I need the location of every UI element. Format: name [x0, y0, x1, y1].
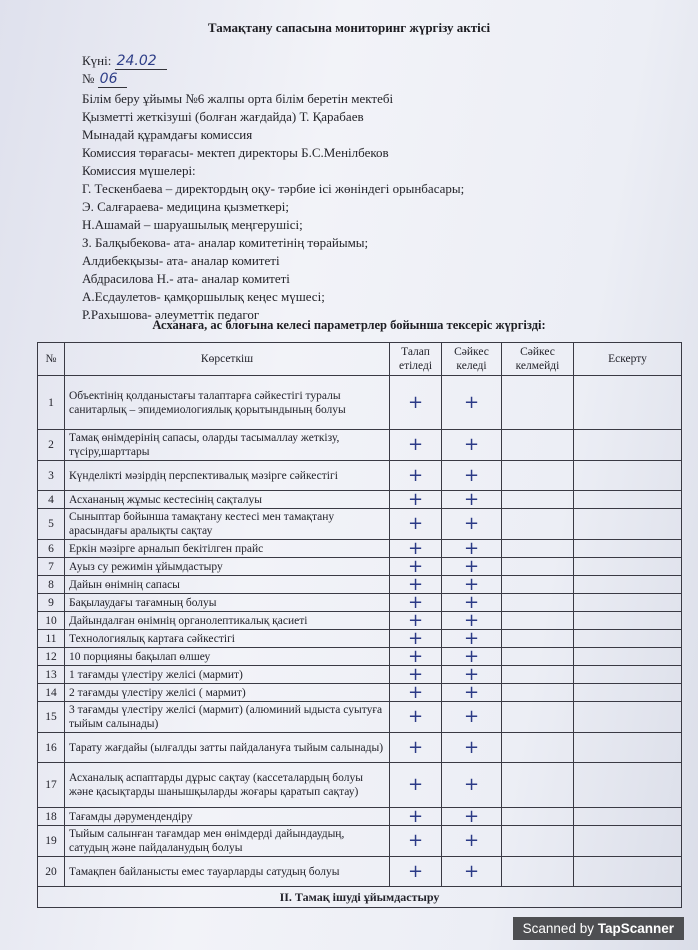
header-line: Комиссия мүшелері: — [82, 163, 196, 178]
number-value: 06 — [98, 71, 128, 88]
row-noncompliant — [502, 826, 574, 857]
table-row — [38, 540, 682, 558]
row-compliant-mark: + — [442, 684, 502, 702]
row-indicator: Сыныптар бойынша тамақтану кестесі мен тамақтану арасындағы аралықты сақтау — [65, 509, 390, 540]
row-compliant-mark: + — [442, 558, 502, 576]
row-number: 19 — [38, 826, 65, 857]
table-row — [38, 733, 682, 763]
row-required-mark: + — [390, 612, 442, 630]
row-compliant-mark: + — [442, 576, 502, 594]
row-required-mark: + — [390, 430, 442, 461]
row-compliant-mark: + — [442, 612, 502, 630]
row-noncompliant — [502, 430, 574, 461]
row-note — [574, 630, 682, 648]
row-indicator: Дайын өнімнің сапасы — [65, 576, 390, 594]
row-compliant-mark: + — [442, 491, 502, 509]
table-row — [38, 491, 682, 509]
row-required-mark: + — [390, 630, 442, 648]
row-indicator: Ауыз су режимін ұйымдастыру — [65, 558, 390, 576]
row-noncompliant — [502, 648, 574, 666]
row-indicator: Технологиялық картаға сәйкестігі — [65, 630, 390, 648]
row-note — [574, 666, 682, 684]
row-noncompliant — [502, 491, 574, 509]
row-required-mark: + — [390, 540, 442, 558]
row-indicator: 10 порцияны бақылап өлшеу — [65, 648, 390, 666]
row-indicator: Бақылаудағы тағамның болуы — [65, 594, 390, 612]
row-required-mark: + — [390, 491, 442, 509]
row-indicator: Асхананың жұмыс кестесінің сақталуы — [65, 491, 390, 509]
date-line — [82, 52, 167, 70]
row-indicator: Тыйым салынған тағамдар мен өнімдерді дайындаудың, сатудың және пайдаланудың болуы — [65, 826, 390, 857]
header-line: Абдрасилова Н.- ата- аналар комитеті — [82, 271, 290, 286]
header-line: Қызметті жеткізуші (болған жағдайда) Т. Қарабаев — [82, 109, 364, 124]
row-noncompliant — [502, 630, 574, 648]
header-line: Мынадай құрамдағы комиссия — [82, 127, 253, 142]
row-indicator: 1 тағамды үлестіру желісі (мармит) — [65, 666, 390, 684]
row-required-mark: + — [390, 857, 442, 887]
row-number: 7 — [38, 558, 65, 576]
section-footer-row — [38, 887, 682, 908]
row-compliant-mark: + — [442, 594, 502, 612]
row-compliant-mark: + — [442, 702, 502, 733]
row-number: 20 — [38, 857, 65, 887]
row-note — [574, 733, 682, 763]
row-required-mark: + — [390, 576, 442, 594]
row-noncompliant — [502, 763, 574, 808]
row-number: 2 — [38, 430, 65, 461]
table-row — [38, 857, 682, 887]
date-value: 24.02 — [115, 53, 167, 70]
row-noncompliant — [502, 857, 574, 887]
row-number: 17 — [38, 763, 65, 808]
row-required-mark: + — [390, 558, 442, 576]
row-number: 15 — [38, 702, 65, 733]
row-indicator: Объектінің қолданыстағы талаптарға сәйкестігі туралы санитарлық – эпидемиологиялық қорытындының болуы — [65, 376, 390, 430]
row-number: 18 — [38, 808, 65, 826]
row-required-mark: + — [390, 666, 442, 684]
row-compliant-mark: + — [442, 430, 502, 461]
row-note — [574, 857, 682, 887]
header-line: Білім беру ұйымы №6 жалпы орта білім беретін мектебі — [82, 91, 394, 106]
date-label: Күні: — [82, 53, 112, 68]
row-noncompliant — [502, 461, 574, 491]
row-number: 4 — [38, 491, 65, 509]
row-indicator: Тарату жағдайы (ылғалды затты пайдалануға тыйым салынады) — [65, 733, 390, 763]
table-row — [38, 612, 682, 630]
row-note — [574, 540, 682, 558]
header-line: Н.Ашамай – шаруашылық меңгерушісі; — [82, 217, 303, 232]
table-row — [38, 826, 682, 857]
row-noncompliant — [502, 509, 574, 540]
row-required-mark: + — [390, 763, 442, 808]
table-row — [38, 594, 682, 612]
row-number: 8 — [38, 576, 65, 594]
row-indicator: Асханалық аспаптарды дұрыс сақтау (кассеталардың болуы және қасықтарды шанышқыларды жоғары қаратып сақтау) — [65, 763, 390, 808]
row-compliant-mark: + — [442, 540, 502, 558]
row-noncompliant — [502, 576, 574, 594]
table-row — [38, 648, 682, 666]
header-indicator: Көрсеткіш — [65, 343, 390, 376]
header-line: З. Балқыбекова- ата- аналар комитетінің төрайымы; — [82, 235, 369, 250]
row-required-mark: + — [390, 702, 442, 733]
checklist-table — [37, 342, 682, 908]
row-note — [574, 376, 682, 430]
row-noncompliant — [502, 376, 574, 430]
number-label: № — [82, 71, 95, 86]
table-row — [38, 430, 682, 461]
table-row — [38, 558, 682, 576]
row-noncompliant — [502, 808, 574, 826]
row-number: 1 — [38, 376, 65, 430]
header-line: Р.Рахышова- әлеуметтік педагог — [82, 307, 260, 322]
row-note — [574, 461, 682, 491]
header-line: Э. Салғараева- медицина қызметкері; — [82, 199, 290, 214]
row-compliant-mark: + — [442, 630, 502, 648]
row-noncompliant — [502, 702, 574, 733]
row-compliant-mark: + — [442, 376, 502, 430]
row-compliant-mark: + — [442, 733, 502, 763]
row-compliant-mark: + — [442, 857, 502, 887]
row-number: 12 — [38, 648, 65, 666]
table-row — [38, 763, 682, 808]
row-note — [574, 826, 682, 857]
number-line — [82, 70, 127, 88]
row-number: 9 — [38, 594, 65, 612]
row-number: 13 — [38, 666, 65, 684]
table-row — [38, 808, 682, 826]
row-indicator: Еркін мәзірге арналып бекітілген прайс — [65, 540, 390, 558]
table-title: Асханаға, ас блоғына келесі параметрлер бойынша тексеріс жүргізді: — [152, 318, 546, 332]
header-note: Ескерту — [574, 343, 682, 376]
table-row — [38, 461, 682, 491]
row-number: 16 — [38, 733, 65, 763]
row-noncompliant — [502, 558, 574, 576]
row-number: 5 — [38, 509, 65, 540]
header-line: А.Есдаулетов- қамқоршылық кеңес мүшесі; — [82, 289, 325, 304]
row-indicator: Дайындалған өнімнің органолептикалық қасиеті — [65, 612, 390, 630]
row-noncompliant — [502, 540, 574, 558]
header-required: Талап етіледі — [390, 343, 442, 376]
table-row — [38, 509, 682, 540]
watermark-brand: TapScanner — [597, 921, 674, 936]
row-required-mark: + — [390, 594, 442, 612]
row-required-mark: + — [390, 684, 442, 702]
row-note — [574, 509, 682, 540]
table-header-row — [38, 343, 682, 376]
row-note — [574, 491, 682, 509]
table-row — [38, 576, 682, 594]
table-row — [38, 666, 682, 684]
row-required-mark: + — [390, 648, 442, 666]
table-row — [38, 376, 682, 430]
table-row — [38, 702, 682, 733]
row-note — [574, 576, 682, 594]
row-indicator: Тағамды дәрумендендіру — [65, 808, 390, 826]
table-row — [38, 684, 682, 702]
row-noncompliant — [502, 612, 574, 630]
row-compliant-mark: + — [442, 509, 502, 540]
header-line: Г. Тескенбаева – директордың оқу- тәрбие ісі жөніндегі орынбасары; — [82, 181, 465, 196]
header-line: Комиссия төрағасы- мектеп директоры Б.С.Мeнілбеков — [82, 145, 389, 160]
row-note — [574, 430, 682, 461]
row-required-mark: + — [390, 509, 442, 540]
row-required-mark: + — [390, 808, 442, 826]
row-note — [574, 763, 682, 808]
row-compliant-mark: + — [442, 826, 502, 857]
header-compliant: Сәйкес келеді — [442, 343, 502, 376]
row-number: 14 — [38, 684, 65, 702]
row-required-mark: + — [390, 733, 442, 763]
row-compliant-mark: + — [442, 666, 502, 684]
row-compliant-mark: + — [442, 808, 502, 826]
row-note — [574, 702, 682, 733]
row-note — [574, 808, 682, 826]
row-noncompliant — [502, 666, 574, 684]
document-title: Тамақтану сапасына мониторинг жүргізу актісі — [207, 20, 491, 35]
table-row — [38, 630, 682, 648]
header-line: Алдибекқызы- ата- аналар комитеті — [82, 253, 280, 268]
row-compliant-mark: + — [442, 648, 502, 666]
row-compliant-mark: + — [442, 763, 502, 808]
row-indicator: Тамақпен байланысты емес тауарларды сатудың болуы — [65, 857, 390, 887]
row-indicator: 2 тағамды үлестіру желісі ( мармит) — [65, 684, 390, 702]
row-number: 11 — [38, 630, 65, 648]
header-noncompliant: Сәйкес келмейді — [502, 343, 574, 376]
row-required-mark: + — [390, 826, 442, 857]
scanner-watermark — [513, 917, 684, 940]
row-indicator: Күнделікті мәзірдің перспективалық мәзірге сәйкестігі — [65, 461, 390, 491]
section-title: II. Тамақ ішуді ұйымдастыру — [38, 887, 682, 908]
row-note — [574, 612, 682, 630]
row-note — [574, 684, 682, 702]
row-note — [574, 594, 682, 612]
row-required-mark: + — [390, 461, 442, 491]
row-noncompliant — [502, 594, 574, 612]
row-compliant-mark: + — [442, 461, 502, 491]
row-number: 3 — [38, 461, 65, 491]
row-indicator: Тамақ өнімдерінің сапасы, оларды тасымаллау жеткізу, түсіру,шарттары — [65, 430, 390, 461]
row-noncompliant — [502, 733, 574, 763]
row-note — [574, 648, 682, 666]
row-required-mark: + — [390, 376, 442, 430]
row-number: 10 — [38, 612, 65, 630]
row-noncompliant — [502, 684, 574, 702]
row-note — [574, 558, 682, 576]
watermark-prefix: Scanned by — [522, 921, 598, 936]
row-number: 6 — [38, 540, 65, 558]
header-num: № — [38, 343, 65, 376]
row-indicator: 3 тағамды үлестіру желісі (мармит) (алюминий ыдыста суытуға тыйым салынады) — [65, 702, 390, 733]
